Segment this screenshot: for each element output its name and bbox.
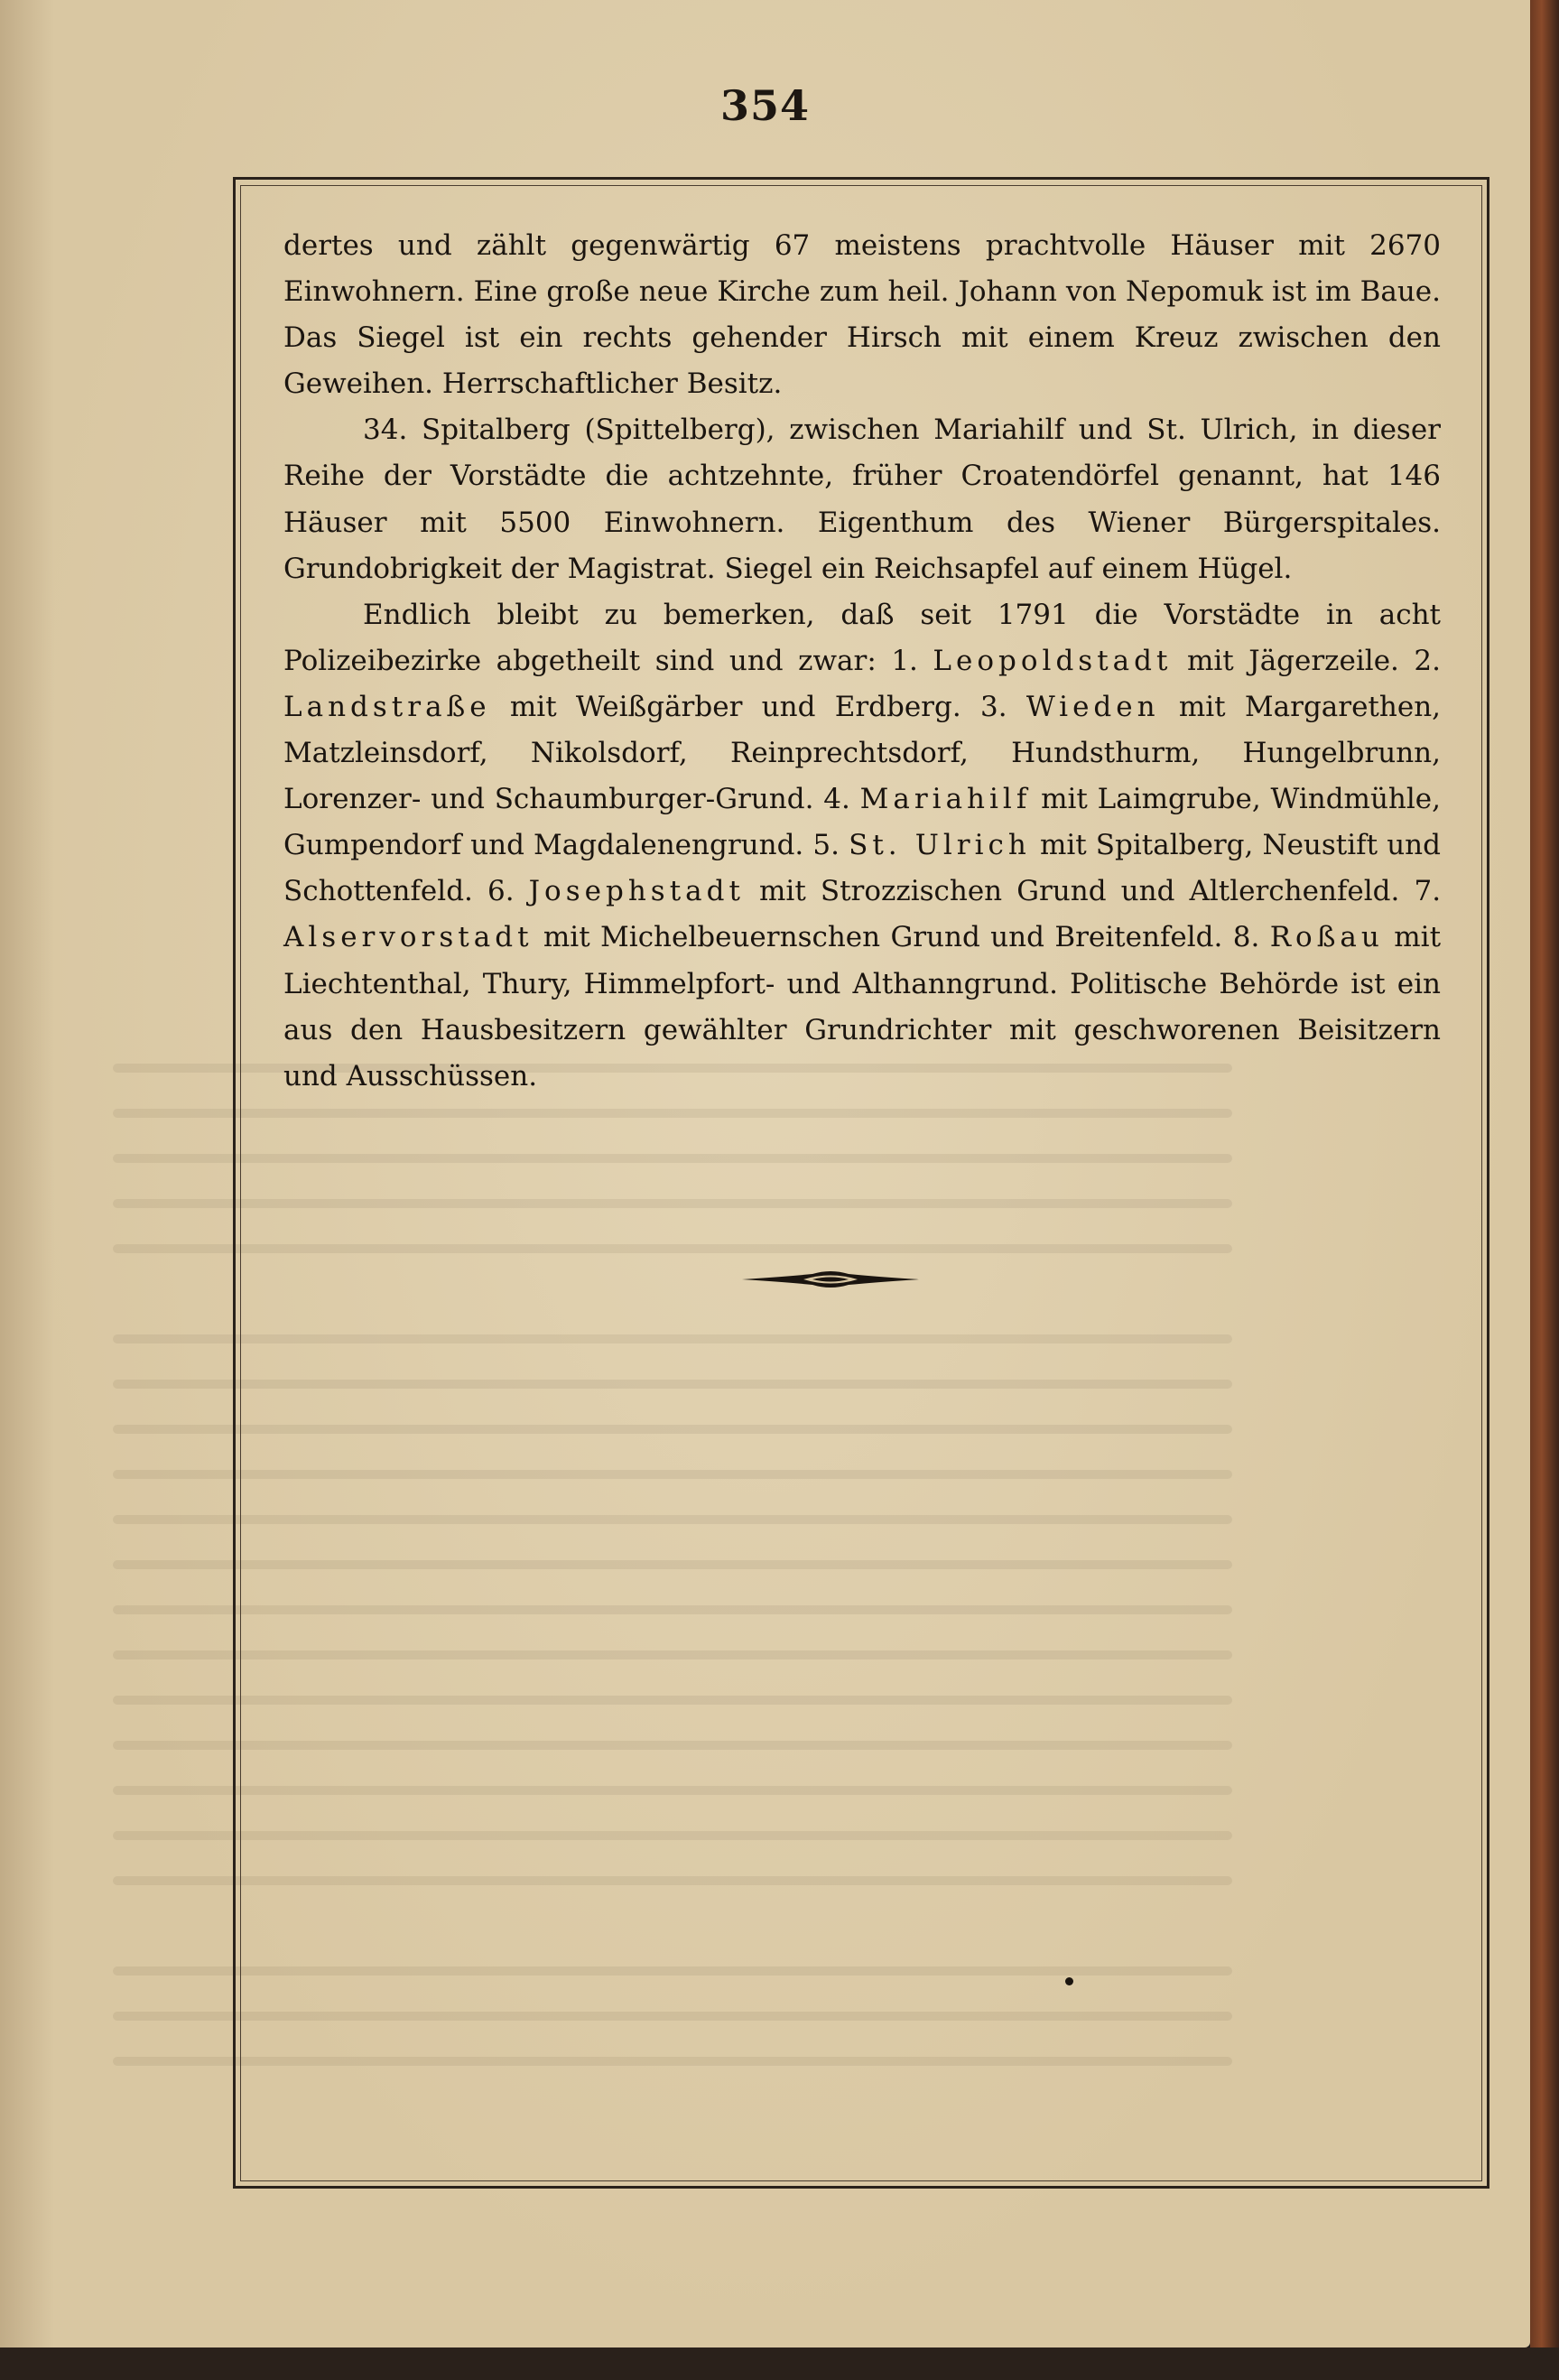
- districts-intro: Endlich bleibt zu bemerken, daß seit 1791 die Vorstädte in acht Polizeibezirke abgetheilt sind und zwar:: [283, 598, 1441, 677]
- district-item: 5. St. Ulrich mit Spitalberg, Neustift und Schottenfeld.: [283, 829, 1441, 908]
- district-item: 1. Leopoldstadt mit Jägerzeile.: [891, 644, 1399, 677]
- district-name: Roßau: [1269, 921, 1384, 954]
- district-item: 7. Alservorstadt mit Michelbeuernschen Grund und Breitenfeld.: [283, 875, 1442, 954]
- paragraph-continuation: dertes und zählt gegenwärtig 67 meistens prachtvolle Häuser mit 2670 Einwohnern. Eine große neue Kirche zum heil. Johann von Nepomuk ist im Baue. Das Siegel ist ein rechts gehender Hirsch mit einem Kreuz zwischen den Geweihen. Herrschaftlicher Besitz.: [283, 229, 1441, 401]
- district-item: 8. Roßau mit Liechtenthal, Thury, Himmelpfort- und Althanngrund.: [283, 921, 1442, 1000]
- book-edge: [1530, 0, 1559, 2347]
- district-item: 3. Wieden mit Margarethen, Matzleinsdorf, Nikolsdorf, Reinprechtsdorf, Hundsthurm, Hungelbrunn, Lorenzer- und Schaumburger-Grund.: [283, 690, 1442, 816]
- district-item: 6. Josephstadt mit Strozzischen Grund und Altlerchenfeld.: [487, 875, 1400, 908]
- district-name: Landstraße: [283, 690, 491, 723]
- paragraph-police-districts: [283, 592, 1441, 1100]
- page-number: 354: [719, 81, 811, 130]
- districts-closing: Politische Behörde ist ein aus den Hausbesitzern gewählter Grundrichter mit geschworenen Beisitzern und Ausschüssen.: [283, 967, 1441, 1092]
- main-text: [283, 223, 1441, 1100]
- ornament-divider: [740, 1266, 921, 1293]
- district-name: St. Ulrich: [849, 829, 1031, 862]
- district-name: Mariahilf: [859, 783, 1032, 816]
- district-item: 2. Landstraße mit Weißgärber und Erdberg.: [283, 644, 1441, 723]
- district-name: Leopoldstadt: [933, 644, 1173, 677]
- book-bottom-edge: [0, 2347, 1559, 2380]
- ink-speck: [1065, 1977, 1073, 1985]
- district-name: Josephstadt: [528, 875, 745, 908]
- district-item: 4. Mariahilf mit Laimgrube, Windmühle, Gumpendorf und Magdalenengrund.: [283, 783, 1441, 862]
- paragraph-spitalberg: 34. Spitalberg (Spittelberg), zwischen Mariahilf und St. Ulrich, in dieser Reihe der Vorstädte die achtzehnte, früher Croatendörfel genannt, hat 146 Häuser mit 5500 Einwohnern. Eigenthum des Wiener Bürgerspitales. Grundobrigkeit der Magistrat. Siegel ein Reichsapfel auf einem Hügel.: [283, 414, 1441, 585]
- district-name: Alservorstadt: [283, 921, 534, 954]
- district-name: Wieden: [1025, 690, 1160, 723]
